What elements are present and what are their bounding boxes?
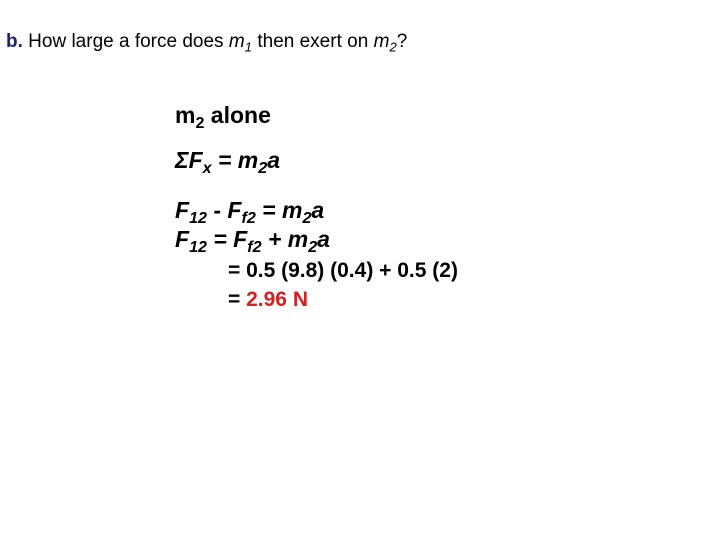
newton-eq: = m xyxy=(217,147,259,173)
question-label: b. xyxy=(6,31,23,52)
question-end: ? xyxy=(396,31,408,52)
eq1-a: a xyxy=(311,197,325,223)
m2-base: m xyxy=(373,31,390,52)
question-text xyxy=(6,31,407,53)
sigma-f: ΣF xyxy=(175,147,203,173)
m1-symbol xyxy=(228,31,253,55)
eq2-ff-sub: f2 xyxy=(247,238,262,257)
eq1-eq-m: = m xyxy=(262,197,303,223)
newton-a: a xyxy=(267,147,281,173)
eq2-plus-m: + m xyxy=(267,226,309,252)
eq2-eq-f: = F xyxy=(213,226,248,252)
equation-line-2 xyxy=(175,225,330,257)
eq1-minus-f: - F xyxy=(213,197,242,223)
free-body-heading xyxy=(175,102,271,133)
eq1-f-sub: 12 xyxy=(189,209,207,228)
equation-line-1 xyxy=(175,196,325,228)
newton-mass-sub: 2 xyxy=(258,159,268,178)
m2-subscript: 2 xyxy=(389,39,397,55)
substitution-line: = 0.5 (9.8) (0.4) + 0.5 (2) xyxy=(228,259,458,282)
eq1-f: F xyxy=(175,197,190,223)
question-text-before: How large a force does xyxy=(28,31,224,52)
result-prefix: = xyxy=(228,288,241,311)
eq2-a: a xyxy=(317,226,330,252)
m1-base: m xyxy=(228,31,245,52)
eq1-m-sub: 2 xyxy=(302,209,312,228)
newton-second-law xyxy=(175,147,281,178)
heading-mass-sub: 2 xyxy=(195,114,205,133)
eq1-ff-sub: f2 xyxy=(241,209,256,228)
sigma-f-sub: x xyxy=(202,159,212,178)
eq2-m-sub: 2 xyxy=(308,238,318,257)
result-line xyxy=(228,285,308,314)
m1-subscript: 1 xyxy=(244,39,253,55)
eq2-f-sub: 12 xyxy=(189,238,207,257)
heading-mass: m xyxy=(175,102,196,128)
heading-rest: alone xyxy=(210,102,271,128)
question-text-middle: then exert on xyxy=(257,31,369,52)
result-value: 2.96 N xyxy=(246,288,308,311)
eq2-f: F xyxy=(175,226,190,252)
m2-symbol xyxy=(373,31,397,55)
